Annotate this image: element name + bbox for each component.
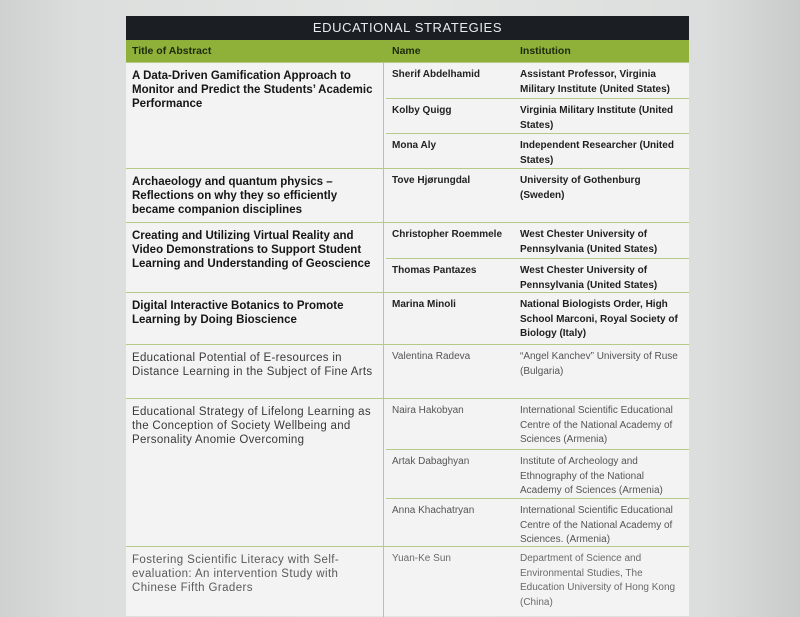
table-row (126, 292, 689, 345)
author-institution: International Scientific Educational Centre of the National Academy of Sciences (Armenia) (520, 405, 673, 445)
abstract-title: Educational Potential of E-resources in Distance Learning in the Subject of Fine Arts (132, 352, 373, 378)
author-name: Sherif Abdelhamid (392, 69, 480, 80)
author-name: Christopher Roemmele (392, 229, 503, 240)
table-row (126, 398, 689, 547)
header-title-of-abstract: Title of Abstract (132, 45, 212, 57)
author-name: Marina Minoli (392, 299, 456, 310)
abstract-title: Digital Interactive Botanics to Promote Learning by Doing Bioscience (132, 300, 344, 326)
author-entry (386, 547, 689, 617)
abstract-title: A Data-Driven Gamification Approach to Monitor and Predict the Students’ Academic Performance (132, 70, 373, 110)
author-entry (386, 449, 689, 499)
author-name: Tove Hjørungdal (392, 175, 471, 186)
author-institution: “Angel Kanchev” University of Ruse (Bulgaria) (520, 351, 678, 377)
author-entry (386, 133, 689, 170)
author-institution: University of Gothenburg (Sweden) (520, 175, 641, 201)
author-name: Mona Aly (392, 140, 437, 151)
author-name: Anna Khachatryan (392, 505, 475, 516)
header-institution: Institution (520, 45, 571, 57)
table-row (126, 344, 689, 399)
abstract-title: Fostering Scientific Literacy with Self-evaluation: An intervention Study with Chinese Fifth Graders (132, 554, 340, 594)
author-entry (386, 223, 689, 258)
author-entry (386, 63, 689, 98)
document-page (126, 16, 689, 616)
author-institution: West Chester University of Pennsylvania (United States) (520, 229, 658, 255)
author-entry (386, 345, 689, 399)
author-name: Naira Hakobyan (392, 405, 464, 416)
author-entry (386, 293, 689, 345)
abstract-title: Educational Strategy of Lifelong Learning as the Conception of Society Wellbeing and Personality Anomie Overcoming (132, 406, 371, 446)
author-name: Kolby Quigg (392, 105, 452, 116)
author-institution: Department of Science and Environmental Studies, The Education University of Hong Kong (China) (520, 553, 676, 608)
author-institution: International Scientific Educational Centre of the National Academy of Sciences. (Armenia) (520, 505, 673, 545)
author-institution: Virginia Military Institute (United States) (520, 105, 674, 131)
author-institution: Assistant Professor, Virginia Military Institute (United States) (520, 69, 671, 95)
table-row (126, 222, 689, 293)
author-name: Yuan-Ke Sun (392, 553, 451, 564)
author-name: Thomas Pantazes (392, 265, 477, 276)
abstract-title: Archaeology and quantum physics – Reflections on why they so efficiently became companion disciplines (132, 176, 338, 216)
author-institution: Independent Researcher (United States) (520, 140, 674, 166)
author-name: Artak Dabaghyan (392, 456, 470, 467)
table-row (126, 62, 689, 169)
author-entry (386, 258, 689, 294)
author-institution: West Chester University of Pennsylvania (United States) (520, 265, 658, 291)
table-title: EDUCATIONAL STRATEGIES (126, 16, 689, 40)
header-name: Name (392, 45, 421, 57)
author-name: Valentina Radeva (392, 351, 471, 362)
table-header-row (126, 40, 689, 62)
author-institution: National Biologists Order, High School Marconi, Royal Society of Biology (Italy) (520, 299, 678, 339)
table-row (126, 546, 689, 617)
author-entry (386, 498, 689, 548)
author-entry (386, 399, 689, 449)
author-entry (386, 169, 689, 223)
table-row (126, 168, 689, 223)
abstract-title: Creating and Utilizing Virtual Reality and Video Demonstrations to Support Student Learning and Understanding of Geoscience (132, 230, 371, 270)
author-institution: Institute of Archeology and Ethnography of the National Academy of Sciences (Armenia) (520, 456, 663, 496)
author-entry (386, 98, 689, 134)
